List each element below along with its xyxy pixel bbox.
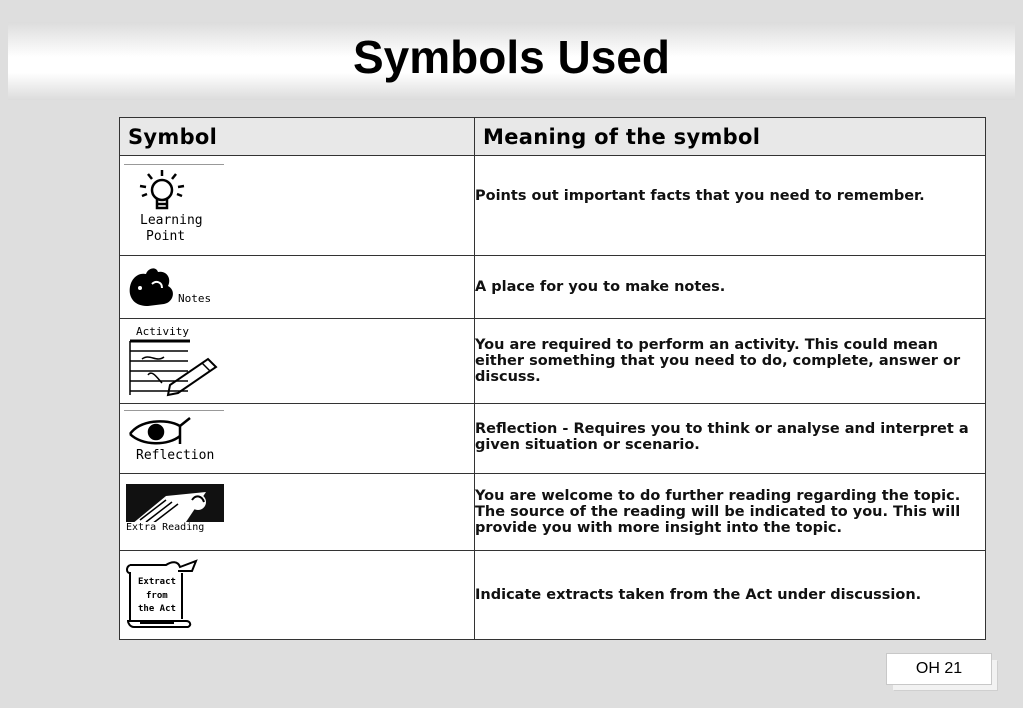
symbol-label: from xyxy=(146,590,168,601)
header-meaning: Meaning of the symbol xyxy=(475,118,986,156)
meaning-cell: You are welcome to do further reading regarding the topic. The source of the reading will be indicated to you. This will provide you with more insight into the topic. xyxy=(475,474,986,550)
divider xyxy=(124,410,224,411)
symbol-label: the Act xyxy=(138,603,176,614)
eye-icon xyxy=(128,414,198,450)
table-row xyxy=(120,156,986,255)
symbols-table-container xyxy=(119,117,985,640)
pencil-paper-icon xyxy=(128,339,228,401)
page-title: Symbols Used xyxy=(353,31,670,83)
lightbulb-icon xyxy=(128,168,198,214)
meaning-cell: A place for you to make notes. xyxy=(475,255,986,318)
table-row xyxy=(120,474,986,550)
symbol-cell xyxy=(120,318,475,403)
symbol-label: Reflection xyxy=(136,448,215,464)
symbol-label: Notes xyxy=(178,291,212,305)
squirrel-notes-icon xyxy=(126,264,186,310)
symbol-label: Point xyxy=(146,229,186,245)
meaning-cell: Indicate extracts taken from the Act under discussion. xyxy=(475,550,986,639)
table-row xyxy=(120,404,986,474)
symbol-label: Learning xyxy=(140,213,203,229)
meaning-cell: Reflection - Requires you to think or analyse and interpret a given situation or scenario. xyxy=(475,404,986,474)
symbol-cell xyxy=(120,404,475,474)
table-header-row xyxy=(120,118,986,156)
book-reading-icon xyxy=(126,484,224,536)
symbol-cell xyxy=(120,255,475,318)
symbols-table xyxy=(119,117,986,640)
header-symbol: Symbol xyxy=(120,118,475,156)
symbol-cell xyxy=(120,550,475,639)
meaning-cell: Points out important facts that you need to remember. xyxy=(475,156,986,255)
symbol-label: Extra Reading xyxy=(126,522,224,533)
table-row xyxy=(120,550,986,639)
symbol-label: Extract xyxy=(138,576,176,587)
divider xyxy=(124,164,224,165)
table-row xyxy=(120,318,986,403)
slide-number: OH 21 xyxy=(886,653,992,685)
meaning-cell: You are required to perform an activity. This could mean either something that you need to do, complete, answer or discuss. xyxy=(475,318,986,403)
symbol-cell xyxy=(120,474,475,550)
symbol-label: Activity xyxy=(136,324,189,338)
table-row xyxy=(120,255,986,318)
symbol-cell xyxy=(120,156,475,255)
